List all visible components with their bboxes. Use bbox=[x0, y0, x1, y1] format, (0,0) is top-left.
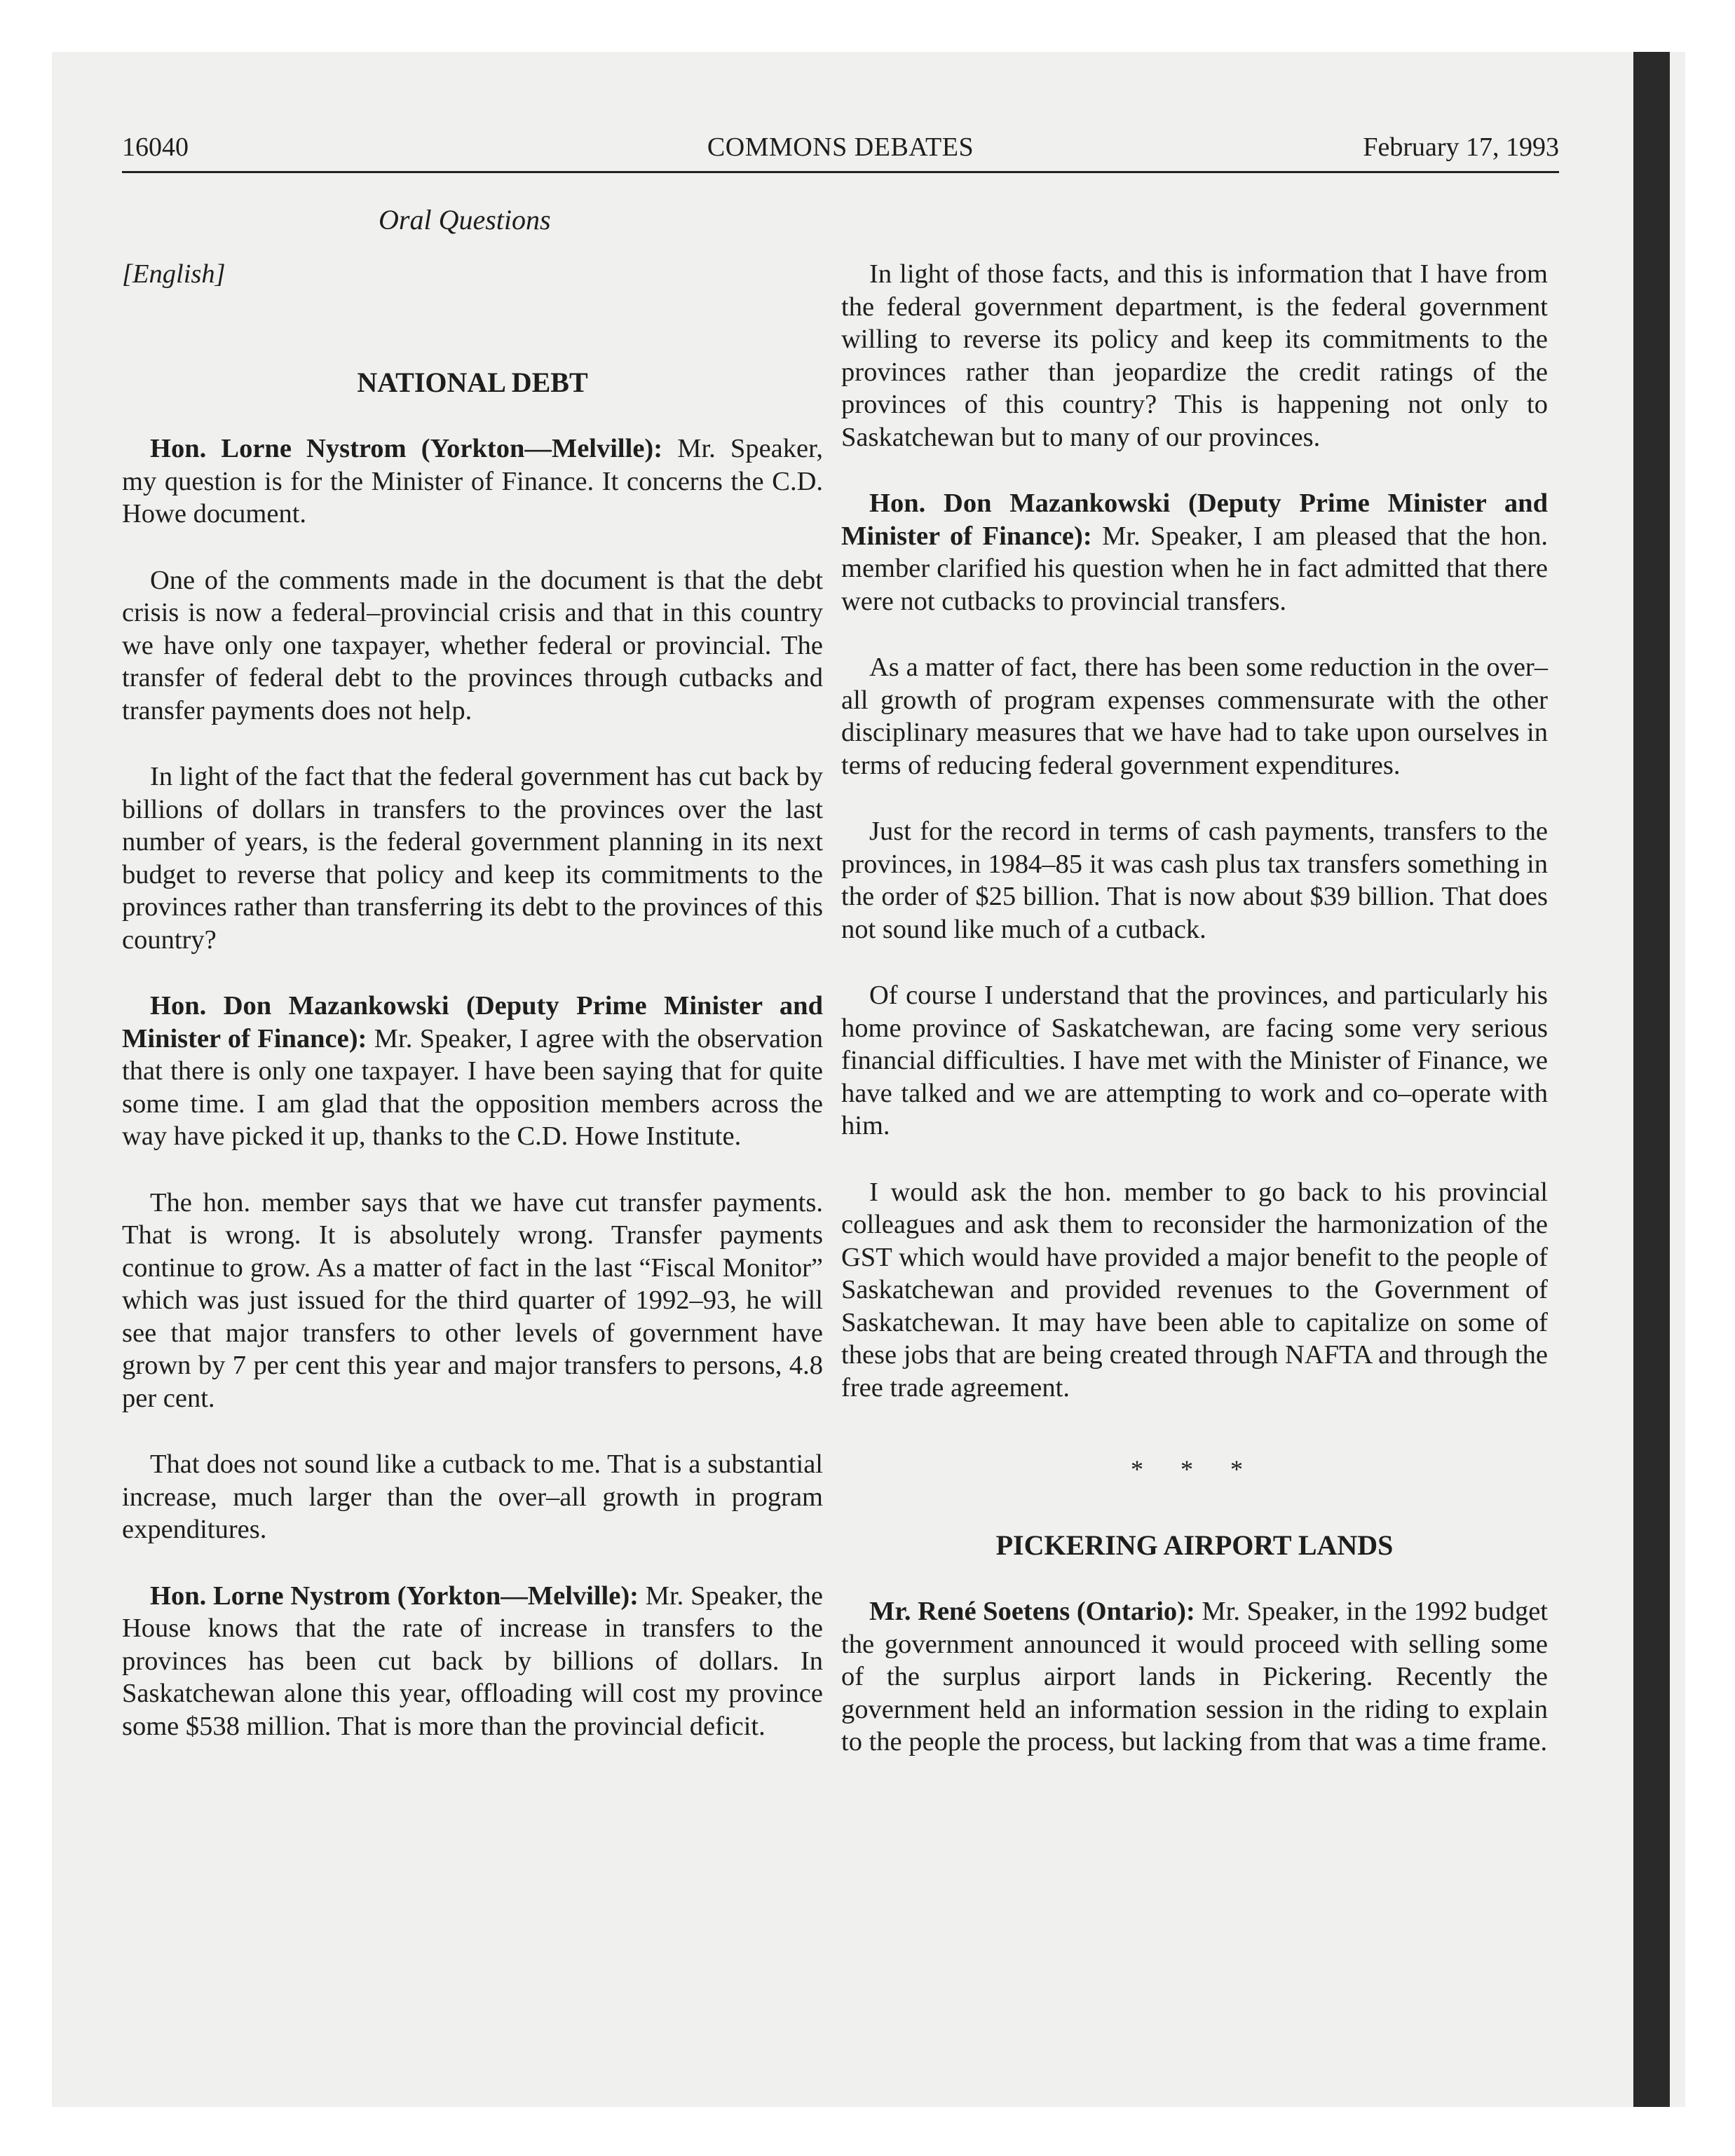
paragraph-text: I would ask the hon. member to go back to his provincial colleagues and ask them to reconsider the harmonization of the GST which would have provided a major benefit to the people of Saskatchewan and provided revenues to the Government of Saskatchewan. It may have been able to capitalize on some of these jobs that are being created through NAFTA and through the free trade agreement. bbox=[841, 1177, 1548, 1403]
paragraph bbox=[841, 979, 1548, 1142]
left-column bbox=[122, 258, 823, 1742]
speaker-name: Hon. Don Mazankowski (Deputy Prime Minister and Minister of Finance): bbox=[841, 489, 1548, 551]
section-label: Oral Questions bbox=[379, 204, 551, 236]
paragraph-text: Of course I understand that the provinces, and particularly his home province of Saskatchewan, are facing some very serious financial difficulties. I have met with the Minister of Finance, we have talked and we are attempting to work and co–operate with him. bbox=[841, 981, 1548, 1140]
paragraph-text: Just for the record in terms of cash payments, transfers to the provinces, in 1984–85 it was cash plus tax transfers something in the order of $25 billion. That is now about $39 billion. That does not sound like much of a cutback. bbox=[841, 817, 1548, 944]
paragraph bbox=[841, 815, 1548, 946]
speaker-name: Mr. René Soetens (Ontario): bbox=[869, 1597, 1195, 1626]
paragraph bbox=[841, 487, 1548, 618]
paragraph-text: That does not sound like a cutback to me. That is a substantial increase, much larger than the over–all growth in program expenditures. bbox=[122, 1449, 823, 1544]
right-column bbox=[841, 258, 1548, 1759]
paragraph-text: The hon. member says that we have cut transfer payments. That is wrong. It is absolutely wrong. Transfer payments continue to grow. As a matter of fact in the last “Fiscal Monitor” which was just issued for the third quarter of 1992–93, he will see that major transfers to other levels of government have grown by 7 per cent this year and major transfers to persons, 4.8 per cent. bbox=[122, 1187, 823, 1413]
speaker-name: Hon. Lorne Nystrom (Yorkton—Melville): bbox=[150, 434, 663, 463]
paragraph bbox=[122, 564, 823, 728]
section-separator: * * * bbox=[1131, 1455, 1258, 1483]
speaker-name: Hon. Lorne Nystrom (Yorkton—Melville): bbox=[150, 1581, 639, 1611]
paragraph bbox=[122, 1187, 823, 1415]
journal-title: COMMONS DEBATES bbox=[707, 132, 974, 162]
paragraph bbox=[841, 651, 1548, 782]
page-header bbox=[122, 132, 1559, 168]
header-rule bbox=[122, 171, 1559, 173]
paragraph-text: One of the comments made in the document is that the debt crisis is now a federal–provincial crisis and that in this country we have only one taxpayer, whether federal or provincial. The transfer of federal debt to the provinces through cutbacks and transfer payments does not help. bbox=[122, 565, 823, 725]
paragraph-text: In light of the fact that the federal government has cut back by billions of dollars in transfers to the provinces over the last number of years, is the federal government planning in its next budget to reverse that policy and keep its commitments to the provinces rather than transferring its debt to the provinces of this country? bbox=[122, 762, 823, 955]
language-tag: [English] bbox=[122, 259, 226, 289]
paragraph-text: Mr. Speaker, my question is for the Minister of Finance. It concerns the C.D. Howe document. bbox=[122, 434, 823, 528]
page-date: February 17, 1993 bbox=[1363, 132, 1559, 162]
scan-edge-shadow bbox=[1633, 52, 1670, 2107]
page-number: 16040 bbox=[122, 132, 189, 162]
paragraph bbox=[122, 1448, 823, 1546]
paragraph-text: Mr. Speaker, the House knows that the rate of increase in transfers to the provinces has been cut back by billions of dollars. In Saskatchewan alone this year, offloading will cost my province some $538 million. That is more than the provincial deficit. bbox=[122, 1581, 823, 1741]
paragraph-text: Mr. Speaker, in the 1992 budget the government announced it would proceed with selling some of the surplus airport lands in Pickering. Recently the government held an information session in the riding to explain to the people the process, but lacking from that was a time frame. bbox=[841, 1597, 1548, 1756]
section-heading-pickering: PICKERING AIRPORT LANDS bbox=[995, 1529, 1394, 1561]
paragraph bbox=[122, 990, 823, 1153]
paragraph bbox=[122, 432, 823, 531]
speaker-name: Hon. Don Mazankowski (Deputy Prime Minister and Minister of Finance): bbox=[122, 991, 823, 1053]
section-heading-national-debt: NATIONAL DEBT bbox=[357, 366, 588, 398]
paragraph bbox=[841, 1176, 1548, 1405]
paragraph bbox=[841, 1595, 1548, 1759]
paragraph-text: In light of those facts, and this is information that I have from the federal government department, is the federal government willing to reverse its policy and keep its commitments to the provinces rather than jeopardize the credit ratings of the provinces of this country? This is happening not only to Saskatchewan but to many of our provinces. bbox=[841, 259, 1548, 452]
paragraph bbox=[122, 1580, 823, 1743]
paragraph-text: As a matter of fact, there has been some reduction in the over–all growth of program expenses commensurate with the other disciplinary measures that we have had to take upon ourselves in terms of reducing federal government expenditures. bbox=[841, 653, 1548, 780]
paragraph bbox=[841, 258, 1548, 453]
paragraph-text: Mr. Speaker, I agree with the observation that there is only one taxpayer. I have been saying that for quite some time. I am glad that the opposition members across the way have picked it up, thanks to the C.D. Howe Institute. bbox=[122, 1023, 823, 1151]
paragraph bbox=[122, 760, 823, 956]
paragraph-text: Mr. Speaker, I am pleased that the hon. member clarified his question when he in fact admitted that there were not cutbacks to provincial transfers. bbox=[841, 521, 1548, 616]
